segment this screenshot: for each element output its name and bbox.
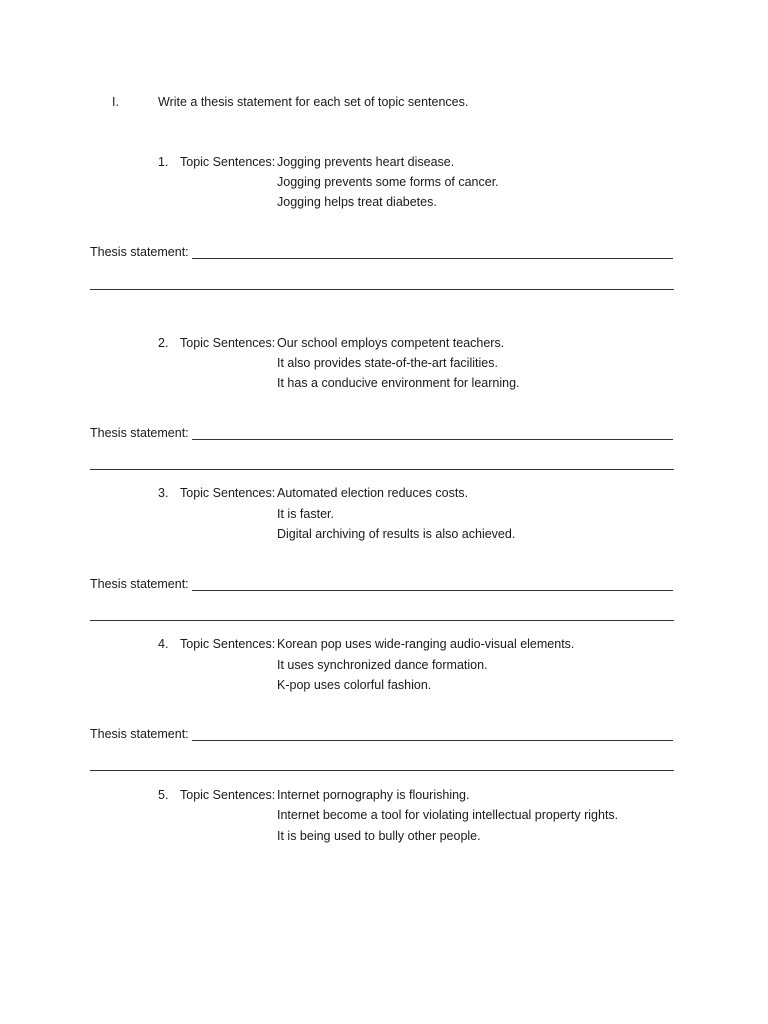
topic-sentence: It is being used to bully other people. — [277, 829, 481, 843]
topic-sentences-label: Topic Sentences: — [180, 637, 276, 651]
thesis-label: Thesis statement: — [90, 727, 189, 741]
section-instruction: Write a thesis statement for each set of topic sentences. — [158, 95, 469, 109]
thesis-label: Thesis statement: — [90, 577, 189, 591]
topic-sentence: Automated election reduces costs. — [277, 486, 469, 500]
thesis-answer-line[interactable] — [90, 770, 674, 771]
thesis-answer-line[interactable] — [192, 258, 673, 259]
topic-sentence: K-pop uses colorful fashion. — [277, 678, 432, 692]
item-number: 1. — [158, 155, 169, 169]
thesis-answer-line[interactable] — [90, 469, 674, 470]
item-number: 4. — [158, 637, 169, 651]
item-number: 5. — [158, 788, 169, 802]
topic-sentence: Internet pornography is flourishing. — [277, 788, 470, 802]
thesis-answer-line[interactable] — [192, 590, 673, 591]
topic-sentence: Jogging helps treat diabetes. — [277, 195, 437, 209]
topic-sentence: It uses synchronized dance formation. — [277, 658, 488, 672]
topic-sentence: Internet become a tool for violating intellectual property rights. — [277, 808, 619, 822]
section-numeral: I. — [112, 95, 119, 109]
thesis-answer-line[interactable] — [90, 620, 674, 621]
topic-sentences-label: Topic Sentences: — [180, 336, 276, 350]
thesis-answer-line[interactable] — [192, 439, 673, 440]
thesis-label: Thesis statement: — [90, 245, 189, 259]
thesis-answer-line[interactable] — [90, 289, 674, 290]
topic-sentence: It also provides state-of-the-art facilities. — [277, 356, 498, 370]
topic-sentence: Korean pop uses wide-ranging audio-visual elements. — [277, 637, 575, 651]
topic-sentence: Jogging prevents some forms of cancer. — [277, 175, 499, 189]
topic-sentences-label: Topic Sentences: — [180, 486, 276, 500]
item-number: 3. — [158, 486, 169, 500]
thesis-label: Thesis statement: — [90, 426, 189, 440]
topic-sentence: It is faster. — [277, 507, 334, 521]
topic-sentence: Jogging prevents heart disease. — [277, 155, 455, 169]
topic-sentence: Digital archiving of results is also achieved. — [277, 527, 516, 541]
topic-sentences-label: Topic Sentences: — [180, 155, 276, 169]
thesis-answer-line[interactable] — [192, 740, 673, 741]
topic-sentences-label: Topic Sentences: — [180, 788, 276, 802]
topic-sentence: It has a conducive environment for learning. — [277, 376, 520, 390]
topic-sentence: Our school employs competent teachers. — [277, 336, 505, 350]
item-number: 2. — [158, 336, 169, 350]
